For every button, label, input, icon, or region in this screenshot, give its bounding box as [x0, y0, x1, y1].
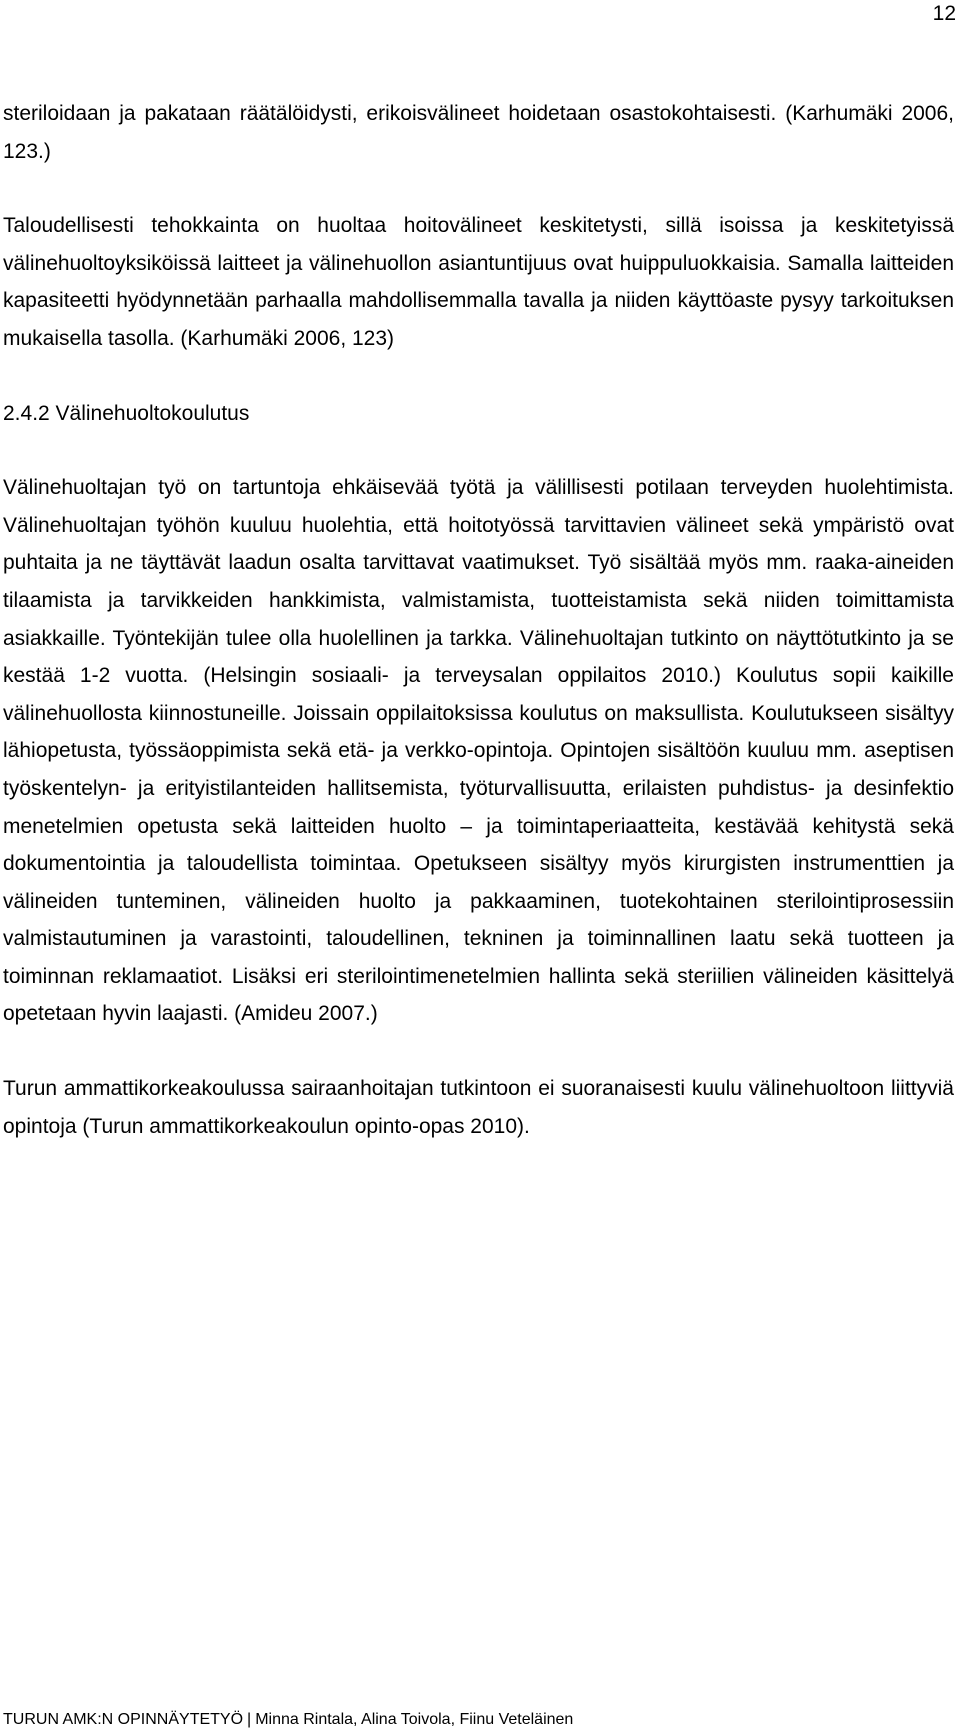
paragraph-gap	[3, 170, 954, 207]
section-heading: 2.4.2 Välinehuoltokoulutus	[3, 401, 250, 425]
paragraph-gap	[3, 432, 954, 469]
paragraph-gap	[3, 1033, 954, 1070]
paragraph-turku-amk: Turun ammattikorkeakoulussa sairaanhoitajan tutkintoon ei suoranaisesti kuulu välinehuoltoon liittyviä opintoja (Turun ammattikorkeakoulun opinto-opas 2010).	[3, 1077, 954, 1138]
footer-authors: Minna Rintala, Alina Toivola, Fiinu Veteläinen	[255, 1711, 574, 1728]
paragraph-sterilization: steriloidaan ja pakataan räätälöidysti, erikoisvälineet hoidetaan osastokohtaisesti. (Karhumäki 2006, 123.)	[3, 102, 954, 163]
page-number: 12	[932, 2, 956, 25]
paragraph-gap	[3, 358, 954, 395]
paragraph-training: Välinehuoltajan työ on tartuntoja ehkäisevää työtä ja välillisesti potilaan terveyden huolehtimista. Välinehuoltajan työhön kuuluu huolehtia, että hoitotyössä tarvittavien välineet sekä ympäristö ovat puhtaita ja ne täyttävät laadun osalta tarvittavat vaatimukset. Työ sisältää myös mm. raaka-aineiden tilaamista ja tarvikkeiden hankkimista, valmistamista, tuotteistamista sekä niiden toimittamista asiakkaille. Työntekijän tulee olla huolellinen ja tarkka. Välinehuoltajan tutkinto on näyttötutkinto ja se kestää 1-2 vuotta. (Helsingin sosiaali- ja terveysalan oppilaitos 2010.) Koulutus sopii kaikille välinehuollosta kiinnostuneille. Joissain oppilaitoksissa koulutus on maksullista. Koulutukseen sisältyy lähiopetusta, työssäoppimista sekä etä- ja verkko-opintoja. Opintojen sisältöön kuuluu mm. aseptisen työskentelyn- ja erityistilanteiden hallitsemista, työturvallisuutta, erilaisten puhdistus- ja desinfektio menetelmien opetusta sekä laitteiden huolto – ja toimintaperiaatteita, kestävää kehitystä sekä dokumentointia ja taloudellista toimintaa. Opetukseen sisältyy myös kirurgisten instrumenttien ja välineiden tunteminen, välineiden huolto ja pakkaaminen, tuotekohtainen sterilointiprosessiin valmistautuminen ja varastointi, taloudellinen, tekninen ja toiminnallinen laatu sekä tuotteen ja toiminnan reklamaatiot. Lisäksi eri sterilointimenetelmien hallinta sekä steriilien välineiden käsittelyä opetetaan hyvin laajasti. (Amideu 2007.)	[3, 476, 954, 1026]
footer-series: TURUN AMK:N OPINNÄYTETYÖ	[3, 1711, 244, 1728]
paragraph-centralized-maintenance: Taloudellisesti tehokkainta on huoltaa hoitovälineet keskitetysti, sillä isoissa ja keskitetyissä välinehuoltoyksiköissä laitteet ja välinehuollon asiantuntijuus ovat huippuluokkaisia. Samalla laitteiden kapasiteetti hyödynnetään parhaalla mahdollisemmalla tavalla ja niiden käyttöaste pysyy tarkoituksen mukaisella tasolla. (Karhumäki 2006, 123)	[3, 214, 954, 350]
page-footer	[3, 1710, 573, 1730]
document-body	[3, 95, 954, 1145]
footer-separator: |	[247, 1711, 252, 1728]
